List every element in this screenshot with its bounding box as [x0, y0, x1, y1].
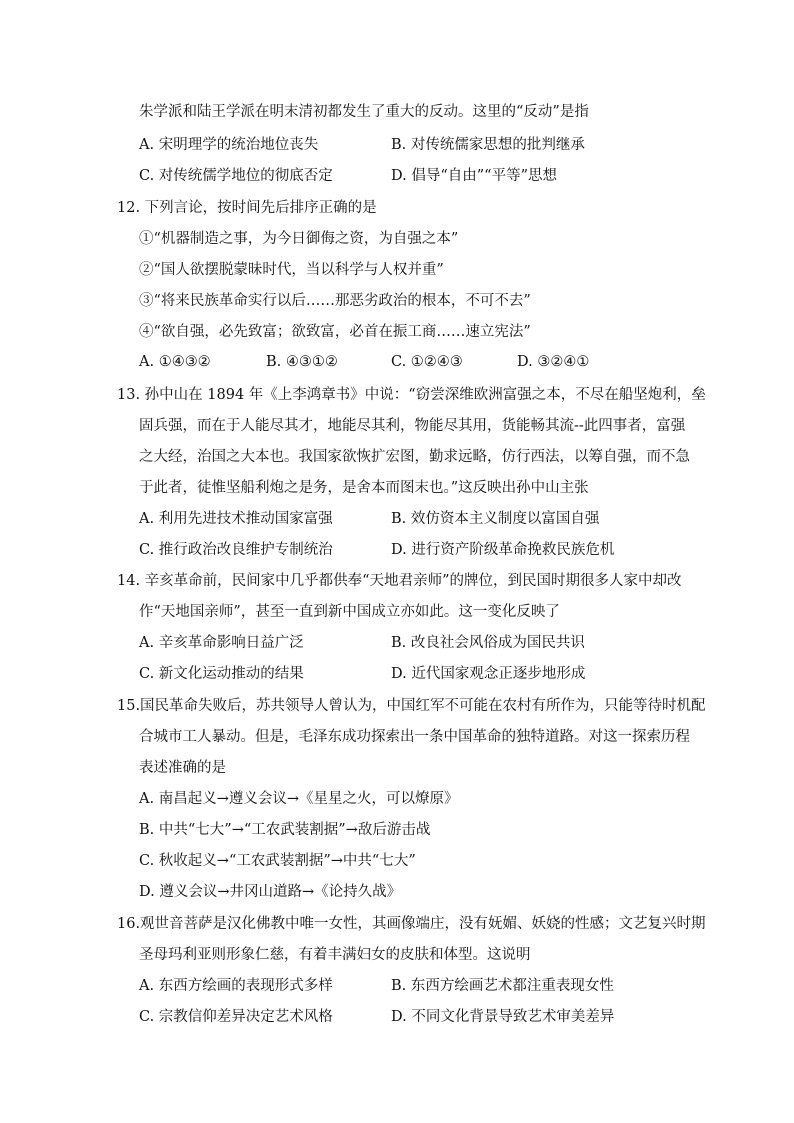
- question-13-stem-line-2: 固兵强，而在于人能尽其才，地能尽其利，物能尽其用，货能畅其流--此四事者，富强: [139, 418, 686, 434]
- question-15-option-c: C. 秋收起义→“工农武装割据”→中共“七大”: [139, 853, 416, 869]
- question-15-option-b: B. 中共“七大”→“工农武装割据”→敌后游击战: [139, 822, 431, 838]
- question-14-stem-line-2: 作“天地国亲师”，甚至一直到新中国成立亦如此。这一变化反映了: [139, 604, 560, 620]
- question-16-option-b: B. 东西方绘画艺术都注重表现女性: [391, 978, 614, 994]
- question-12-option-d: D. ③②④①: [517, 354, 590, 370]
- question-14-option-a: A. 辛亥革命影响日益广泛: [139, 635, 304, 651]
- question-13-option-b: B. 效仿资本主义制度以富国自强: [391, 511, 600, 527]
- question-16-stem-line-1: 16.观世音菩萨是汉化佛教中唯一女性，其画像端庄，没有妩媚、妖娆的性感；文艺复兴时期: [117, 916, 706, 932]
- question-13-option-d: D. 进行资产阶级革命挽救民族危机: [391, 542, 615, 558]
- question-15-stem-line-3: 表述准确的是: [139, 760, 226, 776]
- question-16-option-c: C. 宗教信仰差异决定艺术风格: [139, 1009, 333, 1025]
- question-13-option-a: A. 利用先进技术推动国家富强: [139, 511, 333, 527]
- question-12-item-2: ②“国人欲摆脱蒙昧时代，当以科学与人权并重”: [139, 262, 444, 278]
- question-12-item-3: ③“将来民族革命实行以后……那恶劣政治的根本，不可不去”: [139, 293, 531, 309]
- question-14-option-b: B. 改良社会风俗成为国民共识: [391, 635, 585, 651]
- question-13-stem-line-1: 13. 孙中山在 1894 年《上李鸿章书》中说：“窃尝深维欧洲富强之本，不尽在船坚炮利，垒: [117, 387, 706, 403]
- question-15-option-d: D. 遵义会议→井冈山道路→《论持久战》: [139, 884, 402, 900]
- question-14-option-c: C. 新文化运动推动的结果: [139, 666, 304, 682]
- question-12-item-4: ④“欲自强，必先致富；欲致富，必首在振工商……速立宪法”: [139, 324, 531, 340]
- question-12-option-a: A. ①④③②: [139, 354, 211, 370]
- question-16-stem-line-2: 圣母玛利亚则形象仁慈，有着丰满妇女的皮肤和体型。这说明: [139, 947, 531, 963]
- question-11-option-d: D. 倡导“自由”“平等”思想: [391, 168, 557, 184]
- question-13-stem-line-4: 于此者，徒惟坚船利炮之是务，是舍本而图末也。”这反映出孙中山主张: [139, 480, 589, 496]
- question-13-option-c: C. 推行政治改良维护专制统治: [139, 542, 333, 558]
- question-11-option-b: B. 对传统儒家思想的批判继承: [391, 137, 585, 153]
- question-14-option-d: D. 近代国家观念正逐步地形成: [391, 666, 586, 682]
- question-11-option-a: A. 宋明理学的统治地位丧失: [139, 137, 319, 153]
- question-11-option-c: C. 对传统儒学地位的彻底否定: [139, 168, 333, 184]
- question-12-option-b: B. ④③①②: [266, 354, 338, 370]
- question-16-option-a: A. 东西方绘画的表现形式多样: [139, 978, 333, 994]
- question-13-stem-line-3: 之大经，治国之大本也。我国家欲恢扩宏图，勤求远略，仿行西法，以筹自强，而不急: [139, 449, 690, 465]
- question-15-stem-line-2: 合城市工人暴动。但是，毛泽东成功探索出一条中国革命的独特道路。对这一探索历程: [139, 729, 690, 745]
- question-12-item-1: ①“机器制造之事，为今日御侮之资，为自强之本”: [139, 231, 459, 247]
- question-12-option-c: C. ①②④③: [391, 354, 463, 370]
- question-11-stem-continued: 朱学派和陆王学派在明末清初都发生了重大的反动。这里的“反动”是指: [139, 104, 589, 120]
- question-16-option-d: D. 不同文化背景导致艺术审美差异: [391, 1009, 615, 1025]
- question-15-stem-line-1: 15.国民革命失败后，苏共领导人曾认为，中国红军不可能在农村有所作为，只能等待时机配: [117, 698, 706, 714]
- question-15-option-a: A. 南昌起义→遵义会议→《星星之火，可以燎原》: [139, 791, 459, 807]
- question-12-stem: 12. 下列言论，按时间先后排序正确的是: [117, 200, 377, 216]
- question-14-stem-line-1: 14. 辛亥革命前，民间家中几乎都供奉“天地君亲师”的牌位，到民国时期很多人家中却改: [117, 573, 682, 589]
